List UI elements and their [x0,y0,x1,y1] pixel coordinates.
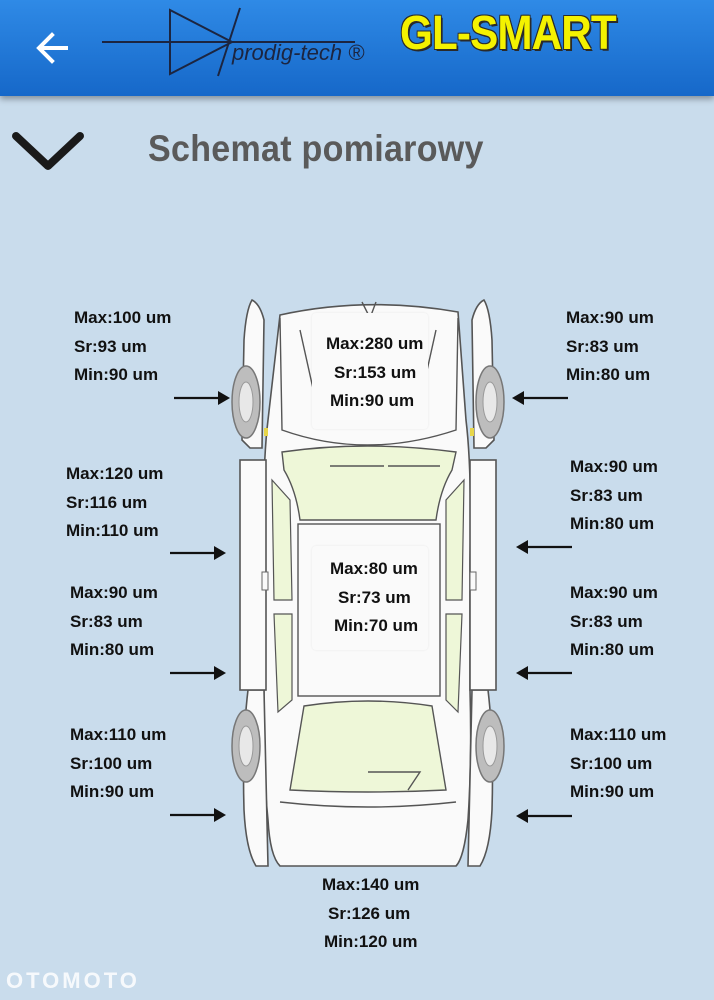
arrow-left-icon [514,806,574,826]
front-right-fender-measurement [566,304,654,390]
front-right-fender-sr: Sr:83 um [566,336,639,356]
front-left-fender-min: Min:90 um [74,365,159,384]
front-right-door-sr: Sr:83 um [570,485,643,505]
front-left-door-sr: Sr:116 um [66,492,148,512]
trunk-max: Max:140 um [322,875,420,894]
hood-max: Max:280 um [326,334,424,353]
arrow-right-icon [168,663,228,683]
hood-sr: Sr:153 um [334,362,417,382]
roof-max: Max:80 um [330,559,418,578]
rear-left-fender-max: Max:110 um [70,725,167,744]
front-left-door-min: Min:110 um [66,521,159,540]
rear-right-door-sr: Sr:83 um [570,611,643,631]
front-left-door-measurement [66,460,163,546]
rear-right-fender-measurement [570,721,666,807]
rear-right-fender-sr: Sr:100 um [570,753,653,773]
roof-min: Min:70 um [334,616,419,635]
arrow-left-icon [514,663,574,683]
rear-right-door-max: Max:90 um [570,583,658,602]
rear-right-door-min: Min:80 um [570,640,655,659]
rear-left-door-sr: Sr:83 um [70,611,143,631]
front-right-fender-max: Max:90 um [566,308,654,327]
trunk-sr: Sr:126 um [328,903,411,923]
roof-sr: Sr:73 um [338,587,411,607]
front-left-fender-max: Max:100 um [74,308,172,327]
front-right-door-min: Min:80 um [570,514,655,533]
arrow-right-icon [168,543,228,563]
arrow-right-icon [172,388,232,408]
front-left-door-max: Max:120 um [66,464,164,483]
rear-right-fender-min: Min:90 um [570,782,655,801]
rear-left-door-min: Min:80 um [70,640,155,659]
front-left-fender-sr: Sr:93 um [74,336,147,356]
trunk-min: Min:120 um [324,932,418,951]
front-right-door-max: Max:90 um [570,457,658,476]
roof-measurement [330,555,418,641]
rear-right-door-measurement [570,579,658,665]
logo-text: prodig-tech ® [232,40,365,65]
arrow-right-icon [168,805,228,825]
arrow-left-icon [514,537,574,557]
rear-left-fender-sr: Sr:100 um [70,753,153,773]
rear-right-fender-max: Max:110 um [570,725,667,744]
arrow-left-icon [510,388,570,408]
hood-measurement [326,330,423,416]
rear-left-fender-min: Min:90 um [70,782,155,801]
front-right-fender-min: Min:80 um [566,365,651,384]
hood-min: Min:90 um [330,391,415,410]
rear-left-door-measurement [70,579,158,665]
rear-left-door-max: Max:90 um [70,583,158,602]
brand-title: GL-SMART [400,7,616,60]
page-title: Schemat pomiarowy [148,128,484,169]
front-right-door-measurement [570,453,658,539]
watermark: OTOMOTO [6,968,140,993]
rear-left-fender-measurement [70,721,166,807]
front-left-fender-measurement [74,304,171,390]
trunk-measurement [322,871,419,957]
